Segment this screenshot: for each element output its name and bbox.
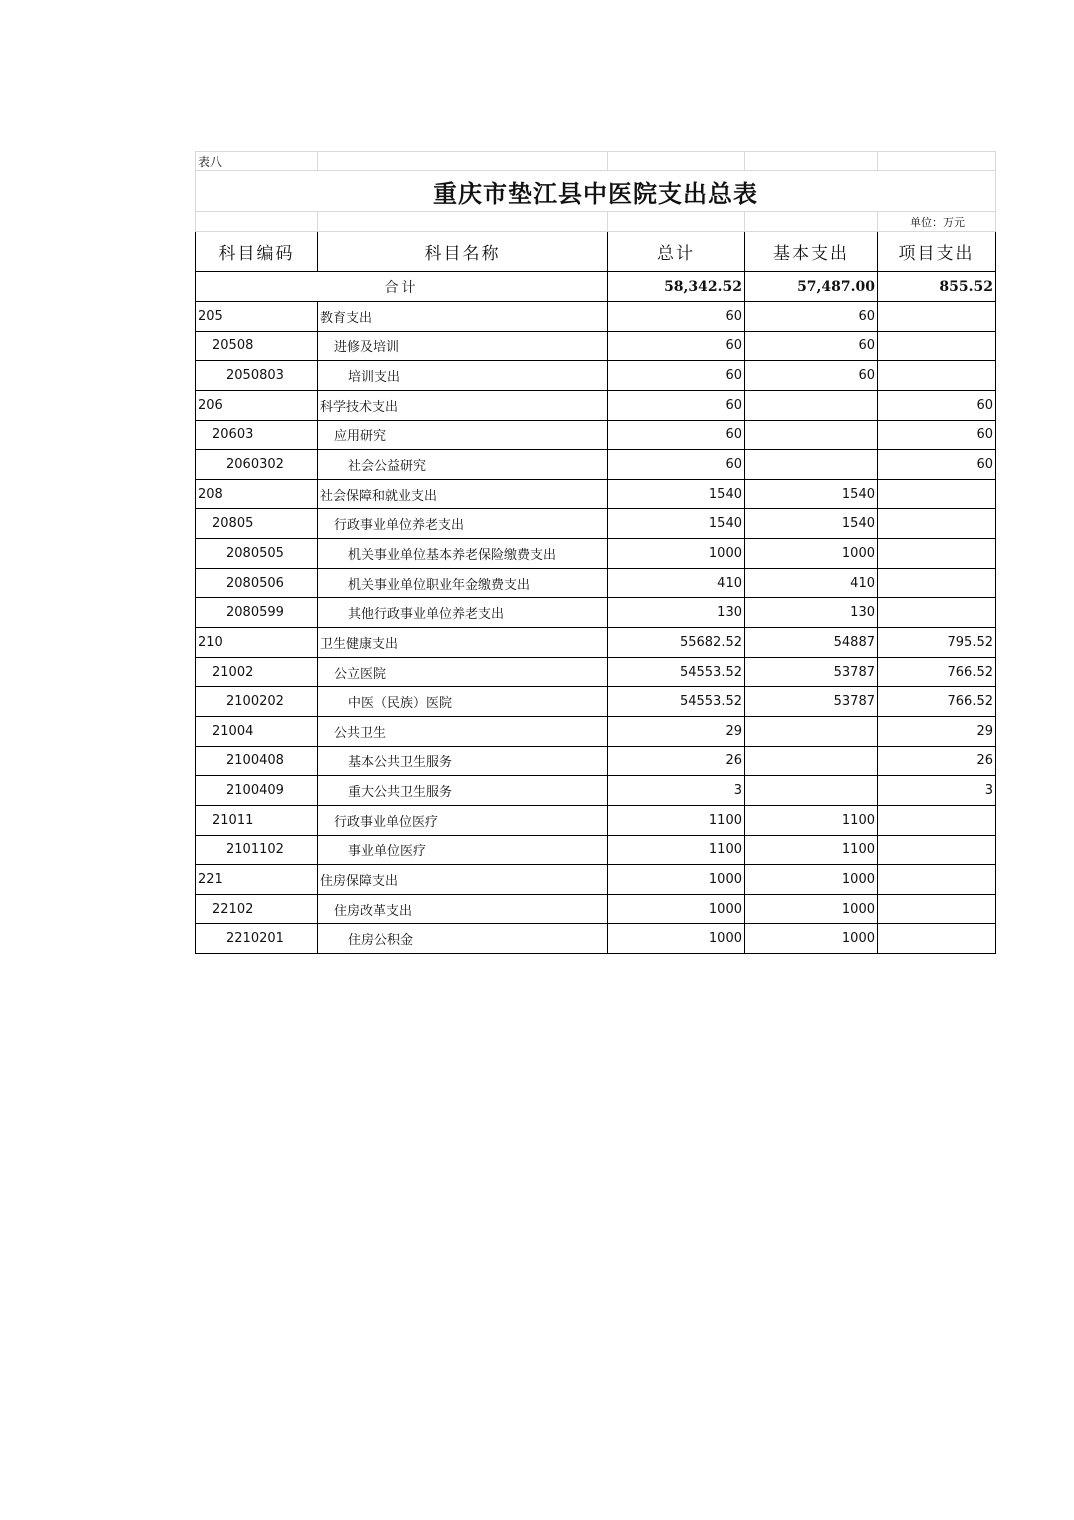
row-project: 60 [878, 390, 996, 420]
row-code: 208 [196, 479, 318, 509]
row-name: 进修及培训 [318, 331, 608, 361]
row-code: 2050803 [196, 361, 318, 391]
row-name: 行政事业单位医疗 [318, 805, 608, 835]
table-row [196, 865, 996, 895]
table-row [196, 450, 996, 480]
expenditure-sheet [195, 151, 995, 954]
row-basic [745, 450, 878, 480]
row-project: 29 [878, 716, 996, 746]
row-code: 2101102 [196, 835, 318, 865]
row-basic [745, 746, 878, 776]
row-total: 60 [608, 450, 745, 480]
row-code: 21002 [196, 657, 318, 687]
row-basic: 410 [745, 568, 878, 598]
row-basic: 1000 [745, 894, 878, 924]
table-row [196, 361, 996, 391]
row-basic [745, 716, 878, 746]
row-name: 住房公积金 [318, 924, 608, 954]
row-name: 公立医院 [318, 657, 608, 687]
row-code: 20603 [196, 420, 318, 450]
row-name: 机关事业单位职业年金缴费支出 [318, 568, 608, 598]
row-project: 60 [878, 420, 996, 450]
row-code: 206 [196, 390, 318, 420]
row-name: 其他行政事业单位养老支出 [318, 598, 608, 628]
row-code: 221 [196, 865, 318, 895]
row-basic: 53787 [745, 657, 878, 687]
table-row [196, 687, 996, 717]
title-row [196, 171, 996, 212]
row-basic: 1000 [745, 539, 878, 569]
row-name: 住房保障支出 [318, 865, 608, 895]
table-row [196, 302, 996, 332]
row-project [878, 539, 996, 569]
header-project: 项目支出 [878, 232, 996, 272]
row-total: 1540 [608, 479, 745, 509]
row-project [878, 568, 996, 598]
unit-label: 单位：万元 [878, 212, 996, 232]
row-total: 3 [608, 776, 745, 806]
total-project: 855.52 [878, 272, 996, 302]
row-total: 60 [608, 302, 745, 332]
row-project [878, 331, 996, 361]
table-row [196, 924, 996, 954]
table-row [196, 509, 996, 539]
row-basic: 60 [745, 302, 878, 332]
row-name: 卫生健康支出 [318, 628, 608, 658]
table-label: 表八 [196, 152, 318, 171]
row-total: 1000 [608, 894, 745, 924]
row-project: 766.52 [878, 657, 996, 687]
row-project [878, 865, 996, 895]
row-name: 住房改革支出 [318, 894, 608, 924]
total-basic: 57,487.00 [745, 272, 878, 302]
row-basic: 130 [745, 598, 878, 628]
table-row [196, 568, 996, 598]
row-basic: 1000 [745, 924, 878, 954]
row-code: 2210201 [196, 924, 318, 954]
row-project [878, 924, 996, 954]
table-row [196, 331, 996, 361]
row-name: 社会公益研究 [318, 450, 608, 480]
row-code: 2100408 [196, 746, 318, 776]
header-basic: 基本支出 [745, 232, 878, 272]
row-name: 行政事业单位养老支出 [318, 509, 608, 539]
row-project [878, 361, 996, 391]
row-basic: 1100 [745, 835, 878, 865]
row-total: 54553.52 [608, 657, 745, 687]
table-row [196, 390, 996, 420]
table-label-row [196, 152, 996, 171]
row-basic: 1100 [745, 805, 878, 835]
row-code: 210 [196, 628, 318, 658]
row-basic: 1540 [745, 509, 878, 539]
row-project [878, 479, 996, 509]
row-name: 公共卫生 [318, 716, 608, 746]
row-total: 1000 [608, 924, 745, 954]
row-basic: 60 [745, 361, 878, 391]
row-code: 2080505 [196, 539, 318, 569]
row-name: 教育支出 [318, 302, 608, 332]
table-row [196, 746, 996, 776]
row-total: 26 [608, 746, 745, 776]
row-code: 20805 [196, 509, 318, 539]
row-basic [745, 390, 878, 420]
row-code: 2060302 [196, 450, 318, 480]
row-name: 机关事业单位基本养老保险缴费支出 [318, 539, 608, 569]
table-row [196, 835, 996, 865]
table-row [196, 716, 996, 746]
row-total: 1000 [608, 539, 745, 569]
row-basic: 1000 [745, 865, 878, 895]
row-project: 26 [878, 746, 996, 776]
unit-row [196, 212, 996, 232]
row-code: 2100202 [196, 687, 318, 717]
row-project: 3 [878, 776, 996, 806]
table-row [196, 598, 996, 628]
row-project: 795.52 [878, 628, 996, 658]
row-basic [745, 776, 878, 806]
row-total: 54553.52 [608, 687, 745, 717]
table-row [196, 420, 996, 450]
row-project [878, 835, 996, 865]
total-row [196, 272, 996, 302]
table-row [196, 776, 996, 806]
row-total: 60 [608, 361, 745, 391]
row-name: 社会保障和就业支出 [318, 479, 608, 509]
row-total: 29 [608, 716, 745, 746]
table-row [196, 805, 996, 835]
total-sum: 58,342.52 [608, 272, 745, 302]
header-code: 科目编码 [196, 232, 318, 272]
row-name: 应用研究 [318, 420, 608, 450]
row-project: 60 [878, 450, 996, 480]
header-row [196, 232, 996, 272]
header-name: 科目名称 [318, 232, 608, 272]
row-code: 205 [196, 302, 318, 332]
row-code: 2100409 [196, 776, 318, 806]
row-code: 2080599 [196, 598, 318, 628]
row-code: 21011 [196, 805, 318, 835]
total-label: 合计 [196, 272, 608, 302]
table-row [196, 894, 996, 924]
row-name: 事业单位医疗 [318, 835, 608, 865]
page-title: 重庆市垫江县中医院支出总表 [196, 171, 996, 212]
row-code: 22102 [196, 894, 318, 924]
row-project: 766.52 [878, 687, 996, 717]
row-basic: 54887 [745, 628, 878, 658]
row-total: 1100 [608, 805, 745, 835]
row-code: 2080506 [196, 568, 318, 598]
row-total: 130 [608, 598, 745, 628]
row-basic: 53787 [745, 687, 878, 717]
row-name: 科学技术支出 [318, 390, 608, 420]
row-project [878, 805, 996, 835]
row-name: 基本公共卫生服务 [318, 746, 608, 776]
row-total: 1100 [608, 835, 745, 865]
row-project [878, 509, 996, 539]
row-code: 20508 [196, 331, 318, 361]
row-total: 60 [608, 390, 745, 420]
row-total: 60 [608, 420, 745, 450]
table-row [196, 539, 996, 569]
row-total: 1540 [608, 509, 745, 539]
row-basic: 1540 [745, 479, 878, 509]
table-row [196, 479, 996, 509]
row-basic [745, 420, 878, 450]
row-project [878, 302, 996, 332]
row-project [878, 894, 996, 924]
row-name: 重大公共卫生服务 [318, 776, 608, 806]
row-total: 410 [608, 568, 745, 598]
row-name: 培训支出 [318, 361, 608, 391]
header-total: 总计 [608, 232, 745, 272]
row-total: 1000 [608, 865, 745, 895]
table-row [196, 628, 996, 658]
row-code: 21004 [196, 716, 318, 746]
row-total: 55682.52 [608, 628, 745, 658]
row-basic: 60 [745, 331, 878, 361]
table-row [196, 657, 996, 687]
expenditure-table [195, 151, 996, 954]
row-project [878, 598, 996, 628]
row-name: 中医（民族）医院 [318, 687, 608, 717]
row-total: 60 [608, 331, 745, 361]
